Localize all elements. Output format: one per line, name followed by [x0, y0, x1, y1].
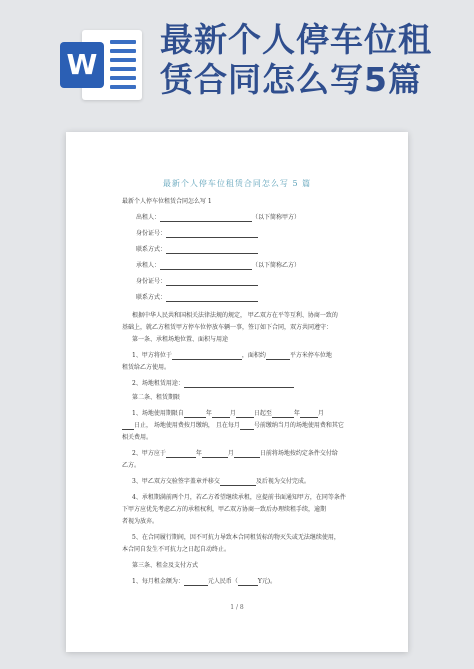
doc-line [136, 294, 258, 302]
doc-line-text: 年 [293, 410, 300, 417]
doc-line [132, 410, 324, 418]
doc-line [132, 478, 310, 486]
doc-line: 者视为放弃。 [122, 518, 159, 525]
blank-line [184, 411, 206, 418]
doc-line-text: 身份证号： [136, 278, 167, 285]
word-letter-badge: W [60, 42, 104, 88]
doc-line: 乙方。 [122, 462, 141, 469]
blank-line [166, 451, 196, 458]
page-number: 1 / 8 [230, 604, 244, 611]
doc-line-text: 年 [205, 410, 212, 417]
blank-line [160, 263, 252, 270]
doc-line-text: 月 [317, 410, 324, 417]
word-doc-line [110, 76, 136, 80]
doc-line [132, 450, 338, 458]
blank-line [240, 423, 254, 430]
blank-line [236, 411, 254, 418]
blank-line [184, 579, 208, 586]
doc-line [132, 380, 294, 388]
doc-line-text: 1、甲方将位于 [132, 352, 172, 359]
blank-line [166, 247, 258, 254]
blank-line [166, 231, 258, 238]
blank-line [172, 353, 242, 360]
doc-line-text: 联系方式： [136, 246, 167, 253]
blank-line [184, 381, 294, 388]
blank-line [212, 411, 230, 418]
page-title-line-2: 赁合同怎么写5篇 [160, 60, 422, 99]
doc-line-text: 3、甲乙双方交验签字盖章并移交 [132, 478, 220, 485]
doc-line: 本合同自发生不可抗力之日起自动终止。 [122, 546, 231, 553]
doc-line: 第一条、承租场地位置、面积与用途 [132, 336, 229, 343]
doc-line-text: 平方米停车位地 [289, 352, 332, 359]
document-heading: 最新个人停车位租赁合同怎么写 5 篇 [162, 179, 312, 188]
doc-line: 第三条、租金及支付方式 [132, 562, 199, 569]
doc-line-text: 年 [195, 450, 202, 457]
doc-line-text: 1、场地使用期限自 [132, 410, 184, 417]
blank-line [166, 279, 258, 286]
doc-line [136, 262, 300, 270]
doc-line-text: （以下简称甲方） [252, 214, 301, 221]
blank-line [160, 215, 252, 222]
document-page [66, 132, 408, 652]
doc-line [136, 278, 258, 286]
doc-line [136, 230, 258, 238]
word-doc-line [110, 58, 136, 62]
blank-line [220, 479, 256, 486]
doc-line-text: 日起至 [253, 410, 272, 417]
blank-line [122, 423, 134, 430]
doc-line: 4、承租期满前两个月，若乙方希望继续承租，应提前书面通知甲方，在同等条件 [132, 494, 346, 501]
blank-line [272, 411, 294, 418]
doc-line-text: Y元)。 [257, 578, 277, 585]
doc-line-text: 承租人： [136, 262, 161, 269]
blank-line [166, 295, 258, 302]
word-doc-line [110, 67, 136, 71]
doc-line [132, 578, 276, 586]
doc-line-text: （以下简称乙方） [252, 262, 301, 269]
banner [0, 0, 474, 118]
doc-line-text: 日止， 场地使用费按月缴纳， 且在每月 [134, 422, 240, 429]
doc-line-text: 及后视为交付完成。 [255, 478, 310, 485]
doc-line-text: ，面积约 [241, 352, 266, 359]
doc-line: 相关费用。 [122, 434, 153, 441]
blank-line [238, 579, 258, 586]
doc-line-text: 1、每月租金额为： [132, 578, 184, 585]
doc-line: 根据中华人民共和国相关法律法规的规定， 甲乙双方在平等互利、协商一致的 [132, 312, 338, 319]
doc-line: 第二条、租赁期限 [132, 394, 181, 401]
blank-line [300, 411, 318, 418]
doc-line: 基础上，就乙方租赁甲方停车位停放车辆一事，签订如下合同，双方共同遵守： [122, 324, 333, 331]
doc-line-text: 出租人： [136, 214, 161, 221]
page-title-line-1: 最新个人停车位租 [160, 20, 432, 59]
doc-line-text: 号前缴纳当月的场地使用费和其它 [253, 422, 344, 429]
doc-line: 5、在合同履行期间，因不可抗力导致本合同租赁标的物灭失或无法继续使用， [132, 534, 340, 541]
document-subheading: 最新个人停车位租赁合同怎么写 1 [122, 198, 212, 205]
doc-line-text: 联系方式： [136, 294, 167, 301]
doc-line [132, 352, 332, 360]
doc-line-text: 2、场地租赁用途： [132, 380, 184, 387]
blank-line [266, 353, 290, 360]
doc-line-text: 月 [229, 410, 236, 417]
doc-line-text: 元人民币（ [207, 578, 238, 585]
doc-line-text: 身份证号： [136, 230, 167, 237]
page-title [160, 20, 460, 100]
word-icon [60, 30, 142, 100]
word-doc-line [110, 85, 136, 89]
doc-line-text: 月 [227, 450, 234, 457]
doc-line: 租赁给乙方使用。 [122, 364, 171, 371]
doc-line: 下甲方应优先考虑乙方的承租权利，甲乙双方协商一致后办理续租手续，逾期 [122, 506, 327, 513]
doc-line [122, 422, 344, 430]
doc-line-text: 日前将场地按约定条件交付给 [259, 450, 338, 457]
blank-line [202, 451, 228, 458]
word-doc-line [110, 49, 136, 53]
blank-line [234, 451, 260, 458]
doc-line [136, 214, 300, 222]
doc-line [136, 246, 258, 254]
doc-line-text: 2、甲方应于 [132, 450, 166, 457]
word-doc-line [110, 40, 136, 44]
